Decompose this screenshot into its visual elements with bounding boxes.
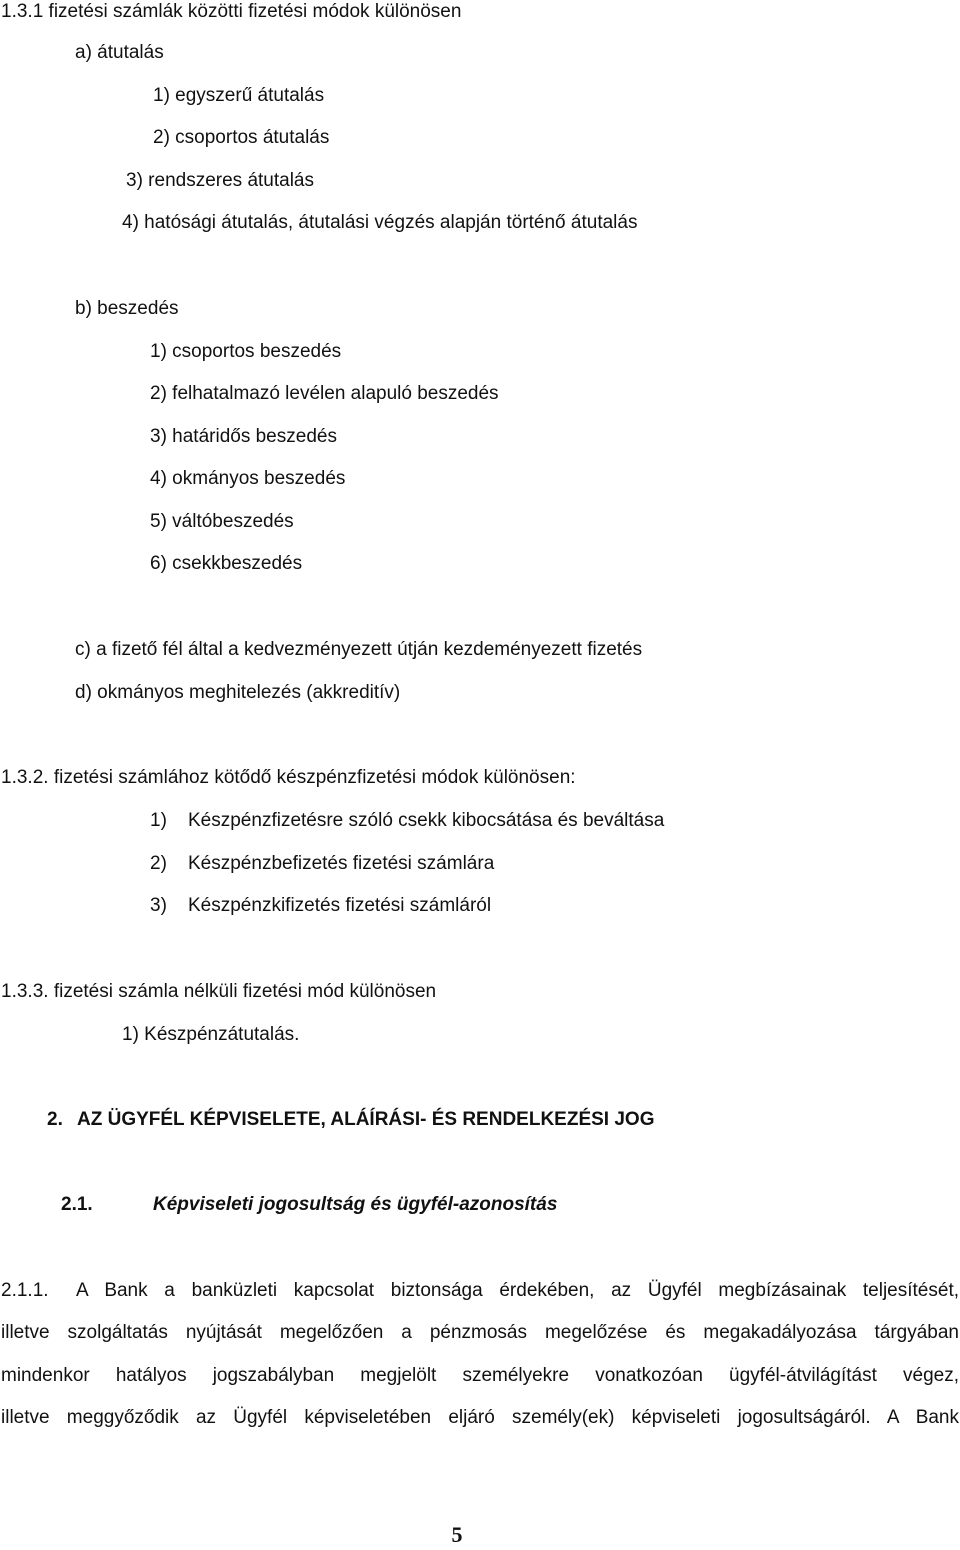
paragraph-line-1-text: A Bank a banküzleti kapcsolat biztonsága érdekében, az Ügyfél megbízásainak teljesítését, [76,1280,959,1301]
list-item-a4: 4) hatósági átutalás, átutalási végzés alapján történő átutalás [122,212,638,233]
list-item-a3: 3) rendszeres átutalás [126,170,314,191]
section-heading-1-3-2: 1.3.2. fizetési számlához kötődő készpénzfizetési módok különösen: [1,767,576,788]
list-label-b: b) beszedés [75,298,179,319]
cash-item-1-num: 1) [150,810,167,831]
chapter-title: AZ ÜGYFÉL KÉPVISELETE, ALÁÍRÁSI- ÉS RENDELKEZÉSI JOG [77,1109,655,1130]
list-label-c: c) a fizető fél által a kedvezményezett útján kezdeményezett fizetés [75,639,643,660]
cash-item-3-num: 3) [150,895,167,916]
no-account-item-1: 1) Készpénzátutalás. [122,1024,300,1045]
paragraph-line-4-text: illetve meggyőződik az Ügyfél képviseletében eljáró személy(ek) képviseleti jogosultságáról. A Bank [1,1407,959,1428]
list-item-a2: 2) csoportos átutalás [153,127,330,148]
section-heading-1-3-3: 1.3.3. fizetési számla nélküli fizetési mód különösen [1,981,437,1002]
cash-item-3-text: Készpénzkifizetés fizetési számláról [188,895,492,916]
cash-item-1-text: Készpénzfizetésre szóló csekk kibocsátása és beváltása [188,810,665,831]
list-item-b5: 5) váltóbeszedés [150,511,294,532]
paragraph-line-4 [1,1406,959,1430]
paragraph-line-1 [76,1279,959,1303]
page-number: 5 [451,1522,463,1547]
list-item-a1: 1) egyszerű átutalás [153,85,325,106]
paragraph-line-2-text: illetve szolgáltatás nyújtását megelőzően a pénzmosás megelőzése és megakadályozása tárgyában [1,1322,959,1343]
cash-item-2-num: 2) [150,853,167,874]
paragraph-line-2 [1,1321,959,1345]
paragraph-line-3 [1,1364,959,1388]
list-item-b4: 4) okmányos beszedés [150,468,346,489]
list-label-d: d) okmányos meghitelezés (akkreditív) [75,682,401,703]
list-label-a: a) átutalás [75,42,164,63]
list-item-b6: 6) csekkbeszedés [150,553,303,574]
section-heading-1-3-1: 1.3.1 fizetési számlák közötti fizetési módok különösen [1,1,462,22]
list-item-b1: 1) csoportos beszedés [150,341,342,362]
paragraph-line-3-text: mindenkor hatályos jogszabályban megjelölt személyekre vonatkozóan ügyfél-átvilágítást végez, [1,1365,959,1386]
list-item-b3: 3) határidős beszedés [150,426,337,447]
paragraph-number: 2.1.1. [1,1280,49,1301]
subsection-number: 2.1. [61,1194,93,1215]
subsection-title: Képviseleti jogosultság és ügyfél-azonosítás [153,1194,558,1215]
chapter-number: 2. [47,1109,63,1130]
list-item-b2: 2) felhatalmazó levélen alapuló beszedés [150,383,499,404]
cash-item-2-text: Készpénzbefizetés fizetési számlára [188,853,495,874]
